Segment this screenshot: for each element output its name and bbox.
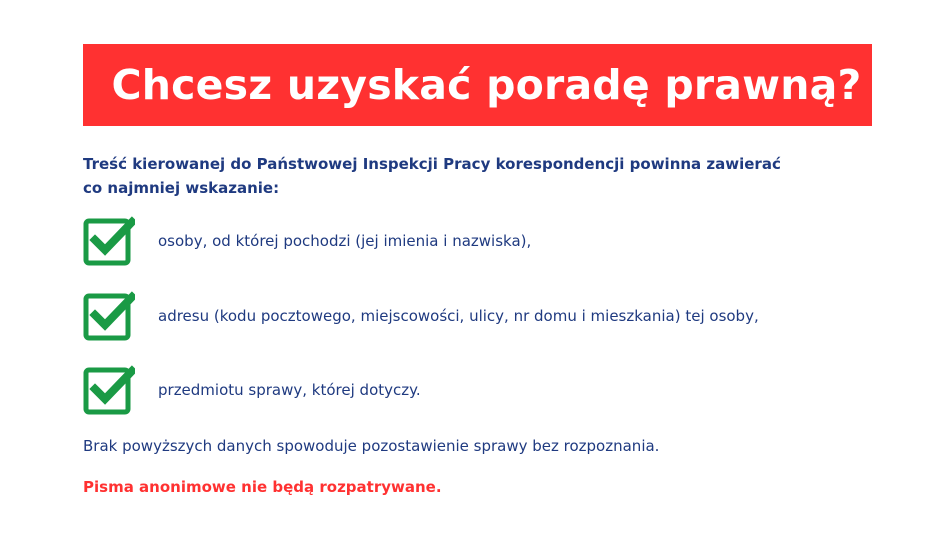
checklist-item: [83, 365, 843, 415]
intro-line-1: Treść kierowanej do Państwowej Inspekcji Pracy korespondencji powinna zawierać: [83, 155, 781, 173]
checklist-item-text: adresu (kodu pocztowego, miejscowości, ulicy, nr domu i mieszkania) tej osoby,: [158, 307, 759, 325]
checkbox-checked-icon: [83, 365, 135, 415]
anonymous-letters-warning: Pisma anonimowe nie będą rozpatrywane.: [83, 478, 442, 496]
page-title: Chcesz uzyskać poradę prawną?: [111, 61, 862, 109]
intro-text: [83, 152, 803, 200]
checkbox-checked-icon: [83, 291, 135, 341]
intro-line-2: co najmniej wskazanie:: [83, 179, 280, 197]
checklist-item-text: przedmiotu sprawy, której dotyczy.: [158, 381, 421, 399]
checklist-item-text: osoby, od której pochodzi (jej imienia i nazwiska),: [158, 232, 532, 250]
checkbox-checked-icon: [83, 216, 135, 266]
title-banner: [83, 44, 872, 126]
checklist-item: [83, 291, 843, 341]
missing-data-note: Brak powyższych danych spowoduje pozostawienie sprawy bez rozpoznania.: [83, 437, 660, 455]
checklist-item: [83, 216, 843, 266]
